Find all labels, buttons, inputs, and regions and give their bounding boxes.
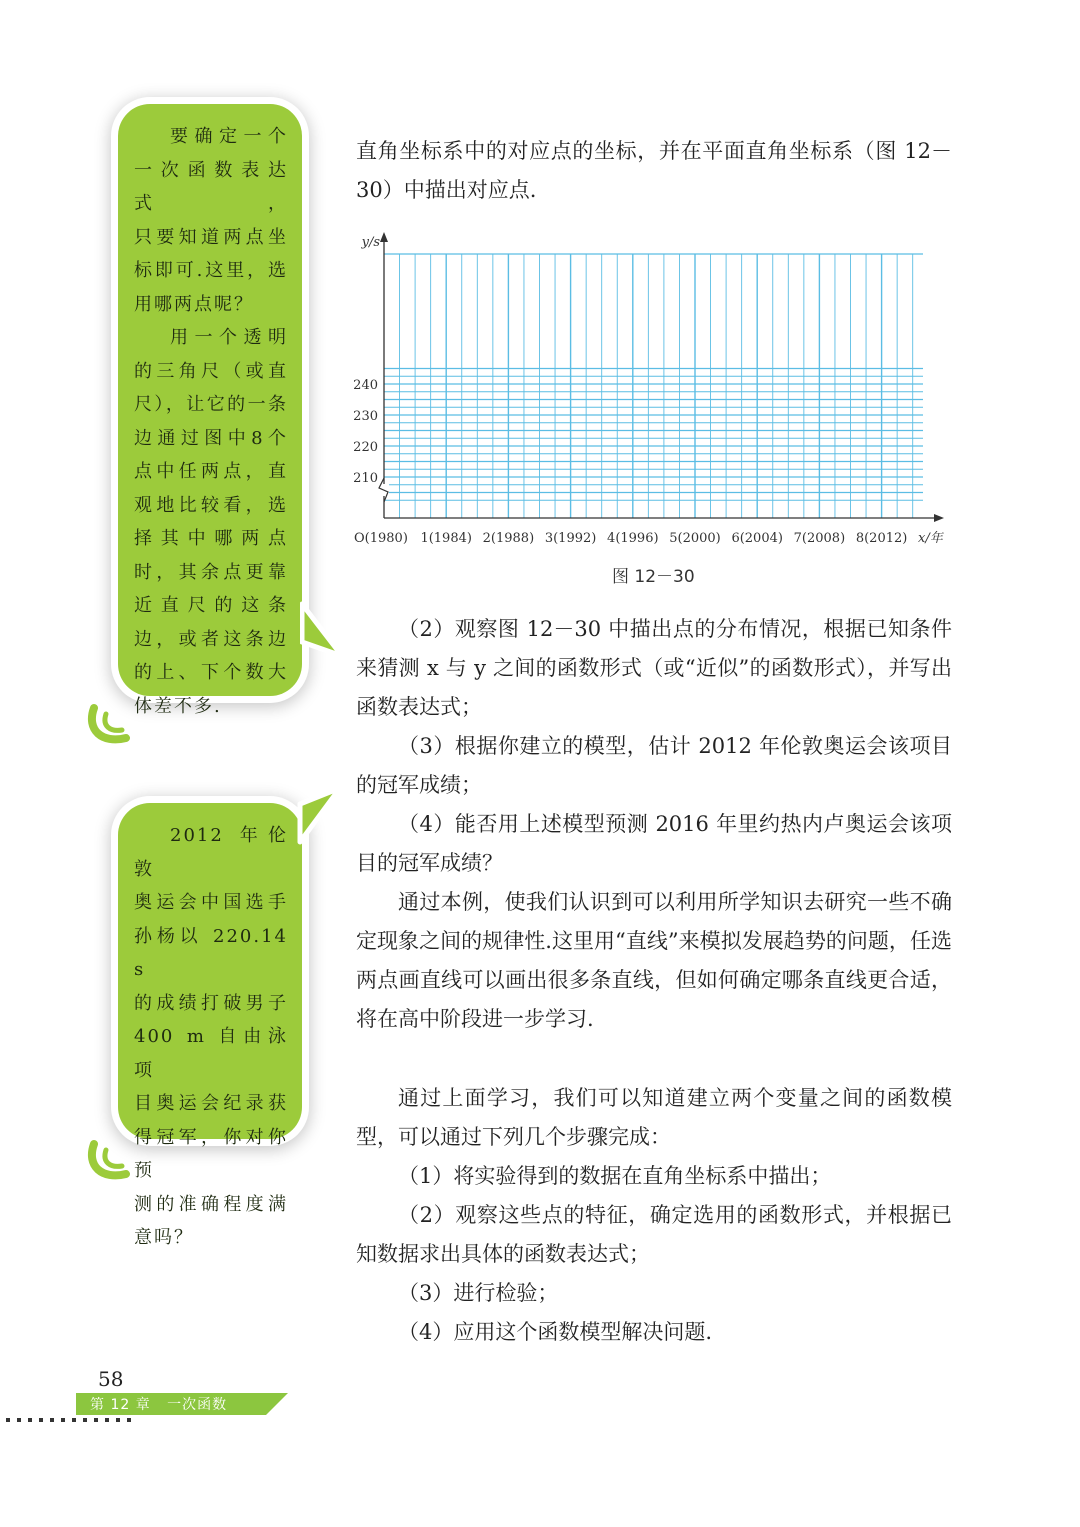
x-tick-label: 5(2000) bbox=[669, 531, 721, 546]
axes bbox=[379, 232, 944, 522]
summary-intro: 通过上面学习，我们可以知道建立两个变量之间的函数模型，可以通过下列几个步骤完成： bbox=[356, 1086, 952, 1149]
y-tick-label: 220 bbox=[353, 440, 378, 455]
x-axis-arrow bbox=[934, 514, 944, 522]
chapter-label: 第 12 章 一次函数 bbox=[90, 1397, 228, 1413]
note-2-line: 孙杨以 220.14 s bbox=[134, 925, 288, 980]
note-1-line: 观地比较看，选 bbox=[134, 494, 288, 516]
bubble-1-tail bbox=[300, 600, 346, 660]
questions-block bbox=[356, 610, 952, 1039]
note-1-line: 只要知道两点坐 bbox=[134, 226, 288, 248]
bubble-2-tail bbox=[296, 784, 344, 846]
leader-dot bbox=[6, 1418, 10, 1422]
y-tick-label: 230 bbox=[353, 409, 378, 424]
intro-text: 直角坐标系中的对应点的坐标，并在平面直角坐标系（图 12－30）中描出对应点. bbox=[356, 139, 952, 202]
grid-lines bbox=[384, 254, 923, 518]
note-1-line: 体差不多. bbox=[134, 695, 222, 717]
leader-dot bbox=[61, 1418, 65, 1422]
origin-label: O(1980) bbox=[354, 531, 408, 546]
bubble-2-curl-decoration bbox=[84, 1136, 134, 1186]
note-1-line: 边通过图中8个 bbox=[134, 427, 288, 449]
note-2-line: 得冠军，你对你预 bbox=[134, 1126, 288, 1181]
x-tick-label: 4(1996) bbox=[607, 531, 659, 546]
x-axis-label: x/年 bbox=[918, 531, 943, 546]
x-tick-label: 6(2004) bbox=[731, 531, 783, 546]
x-tick-label: 3(1992) bbox=[544, 531, 597, 546]
note-2-line: 奥运会中国选手 bbox=[134, 892, 288, 913]
footer-dot-leader bbox=[6, 1418, 146, 1424]
question-2: （2）观察图 12－30 中描出点的分布情况，根据已知条件来猜测 x 与 y 之间的函数形式（或“近似”的函数形式），并写出函数表达式； bbox=[356, 617, 952, 719]
intro-paragraph bbox=[356, 132, 952, 210]
figure-caption: 图 12－30 bbox=[612, 567, 695, 587]
step-4: （4）应用这个函数模型解决问题. bbox=[398, 1320, 713, 1344]
note-1-line: 尺），让它的一条 bbox=[134, 394, 288, 415]
note-1-line: 择其中哪两点 bbox=[134, 528, 288, 549]
leader-dot bbox=[50, 1418, 54, 1422]
note-2-line: 目奥运会纪录获 bbox=[134, 1093, 288, 1114]
y-tick-label: 240 bbox=[353, 378, 378, 393]
x-tick-label: 2(1988) bbox=[482, 531, 535, 546]
question-4: （4）能否用上述模型预测 2016 年里约热内卢奥运会该项目的冠军成绩？ bbox=[356, 812, 952, 875]
tick-labels bbox=[353, 235, 945, 546]
note-1-line: 点中任两点，直 bbox=[134, 461, 288, 482]
note-2-line: 的成绩打破男子 bbox=[134, 992, 288, 1014]
summary-block bbox=[356, 1079, 952, 1352]
note-2-line: 2012 年伦敦 bbox=[134, 825, 288, 880]
leader-dot bbox=[39, 1418, 43, 1422]
step-2: （2）观察这些点的特征，确定选用的函数形式，并根据已知数据求出具体的函数表达式； bbox=[356, 1203, 952, 1266]
y-axis-arrow bbox=[380, 232, 388, 242]
leader-dot bbox=[94, 1418, 98, 1422]
note-2-line: 意吗？ bbox=[134, 1227, 194, 1248]
note-1-line: 标即可.这里，选 bbox=[134, 260, 288, 281]
conclusion-paragraph: 通过本例，使我们认识到可以利用所学知识去研究一些不确定现象之间的规律性.这里用“直线”来模拟发展趋势的问题，任选两点画直线可以画出很多条直线，但如何确定哪条直线更合适，将在高中阶段进一步学习. bbox=[356, 890, 952, 1031]
leader-dot bbox=[72, 1418, 76, 1422]
sidebar-note-1-text bbox=[134, 120, 288, 723]
note-1-line: 的三角尺（或直 bbox=[134, 360, 288, 382]
note-1-line: 用哪两点呢？ bbox=[134, 293, 254, 315]
y-tick-label: 210 bbox=[353, 471, 378, 486]
x-tick-label: 7(2008) bbox=[793, 531, 846, 546]
leader-dot bbox=[83, 1418, 87, 1422]
question-3: （3）根据你建立的模型，估计 2012 年伦敦奥运会该项目的冠军成绩； bbox=[356, 734, 952, 797]
note-1-line: 一次函数表达式， bbox=[134, 159, 288, 214]
leader-dot bbox=[28, 1418, 32, 1422]
note-1-line: 要确定一个 bbox=[170, 126, 288, 147]
x-tick-label: 1(1984) bbox=[420, 531, 472, 546]
note-1-line: 用一个透明 bbox=[170, 327, 288, 348]
page-number: 58 bbox=[98, 1367, 124, 1391]
note-1-line: 边，或者这条边 bbox=[134, 628, 288, 650]
coordinate-grid-chart bbox=[340, 228, 960, 558]
leader-dot bbox=[17, 1418, 21, 1422]
note-2-line: 400 m 自由泳项 bbox=[134, 1026, 288, 1081]
y-axis-label: y/s bbox=[361, 235, 380, 250]
note-1-line: 近直尺的这条 bbox=[134, 595, 288, 616]
sidebar-note-1 bbox=[118, 104, 302, 717]
sidebar-note-2-text bbox=[134, 819, 288, 1255]
bubble-1-curl-decoration bbox=[84, 700, 134, 750]
step-1: （1）将实验得到的数据在直角坐标系中描出； bbox=[398, 1164, 832, 1188]
note-2-line: 测的准确程度满 bbox=[134, 1193, 288, 1215]
leader-dot bbox=[116, 1418, 120, 1422]
leader-dot bbox=[105, 1418, 109, 1422]
leader-dot bbox=[127, 1418, 131, 1422]
note-1-line: 时，其余点更靠 bbox=[134, 561, 288, 583]
step-3: （3）进行检验； bbox=[398, 1281, 559, 1305]
note-1-line: 的上、下个数大 bbox=[134, 662, 288, 683]
sidebar-note-2 bbox=[118, 803, 302, 1248]
x-tick-label: 8(2012) bbox=[855, 531, 908, 546]
